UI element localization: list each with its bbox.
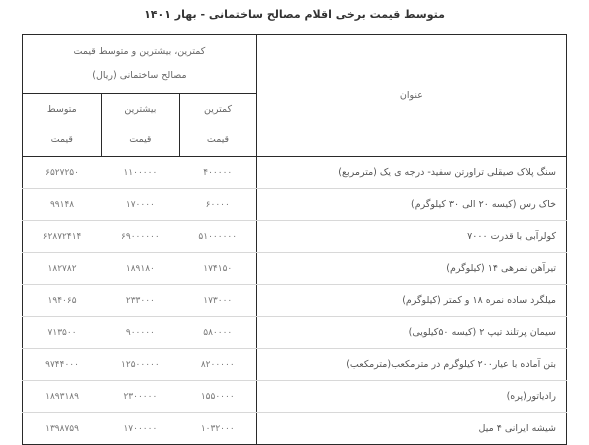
max-price: ۶۹۰۰۰۰۰۰ xyxy=(101,221,180,253)
header-max xyxy=(101,94,180,157)
item-name: سیمان پرتلند تیپ ۲ (کیسه ۵۰کیلویی) xyxy=(256,317,566,349)
min-price: ۱۷۴۱۵۰ xyxy=(180,253,257,285)
max-price: ۱۷۰۰۰۰ xyxy=(101,189,180,221)
avg-price: ۹۷۴۴۰۰۰ xyxy=(23,349,102,381)
max-price: ۱۸۹۱۸۰ xyxy=(101,253,180,285)
table-row xyxy=(23,189,567,221)
table-row xyxy=(23,349,567,381)
item-name: میلگرد ساده نمره ۱۸ و کمتر (کیلوگرم) xyxy=(256,285,566,317)
header-avg-line2: قیمت xyxy=(50,134,73,145)
item-name: شیشه ایرانی ۴ میل xyxy=(256,413,566,445)
table-row xyxy=(23,285,567,317)
item-name: کولرآبی با قدرت ۷۰۰۰ xyxy=(256,221,566,253)
item-name: بتن آماده با عیار۲۰۰ کیلوگرم در مترمکعب(مترمکعب) xyxy=(256,349,566,381)
max-price: ۲۳۰۰۰۰۰ xyxy=(101,381,180,413)
item-name: رادیاتور(پره) xyxy=(256,381,566,413)
table-row xyxy=(23,317,567,349)
header-min-line2: قیمت xyxy=(206,134,230,145)
header-max-line1: بیشترین xyxy=(124,104,157,115)
header-title: عنوان xyxy=(256,35,566,157)
header-avg-line1: متوسط xyxy=(46,104,77,115)
header-min xyxy=(180,94,257,157)
table-title: متوسط قیمت برخی اقلام مصالح ساختمانی - بهار ۱۴۰۱ xyxy=(144,8,445,21)
min-price: ۵۸۰۰۰۰ xyxy=(180,317,257,349)
header-group-line2: مصالح ساختمانی (ریال) xyxy=(92,70,187,81)
avg-price: ۷۱۳۵۰۰ xyxy=(23,317,102,349)
header-max-line2: قیمت xyxy=(129,134,152,145)
min-price: ۱۷۳۰۰۰ xyxy=(180,285,257,317)
avg-price: ۶۵۲۷۲۵۰ xyxy=(23,157,102,189)
header-price-group xyxy=(23,35,257,94)
price-table xyxy=(22,34,567,445)
avg-price: ۱۸۲۷۸۲ xyxy=(23,253,102,285)
avg-price: ۱۹۴۰۶۵ xyxy=(23,285,102,317)
table-row xyxy=(23,157,567,189)
max-price: ۱۱۰۰۰۰۰ xyxy=(101,157,180,189)
item-name: خاک رس (کیسه ۲۰ الی ۳۰ کیلوگرم) xyxy=(256,189,566,221)
table-row xyxy=(23,221,567,253)
item-name: تیرآهن نمرهی ۱۴ (کیلوگرم) xyxy=(256,253,566,285)
item-name: سنگ پلاک صیقلی تراورتن سفید- درجه ی یک (مترمربع) xyxy=(256,157,566,189)
min-price: ۱۰۳۲۰۰۰ xyxy=(180,413,257,445)
min-price: ۵۱۰۰۰۰۰۰ xyxy=(180,221,257,253)
max-price: ۱۷۰۰۰۰۰ xyxy=(101,413,180,445)
max-price: ۱۲۵۰۰۰۰۰ xyxy=(101,349,180,381)
avg-price: ۱۳۹۸۷۵۹ xyxy=(23,413,102,445)
max-price: ۹۰۰۰۰۰ xyxy=(101,317,180,349)
header-min-line1: کمترین xyxy=(204,104,232,115)
avg-price: ۶۲۸۷۲۴۱۴ xyxy=(23,221,102,253)
min-price: ۱۵۵۰۰۰۰ xyxy=(180,381,257,413)
table-row xyxy=(23,381,567,413)
min-price: ۸۲۰۰۰۰۰ xyxy=(180,349,257,381)
table-row xyxy=(23,253,567,285)
table-row xyxy=(23,413,567,445)
min-price: ۶۰۰۰۰ xyxy=(180,189,257,221)
header-avg xyxy=(23,94,102,157)
avg-price: ۱۸۹۳۱۸۹ xyxy=(23,381,102,413)
min-price: ۴۰۰۰۰۰ xyxy=(180,157,257,189)
header-group-line1: کمترین، بیشترین و متوسط قیمت xyxy=(73,46,206,57)
avg-price: ۹۹۱۴۸ xyxy=(23,189,102,221)
max-price: ۲۳۳۰۰۰ xyxy=(101,285,180,317)
